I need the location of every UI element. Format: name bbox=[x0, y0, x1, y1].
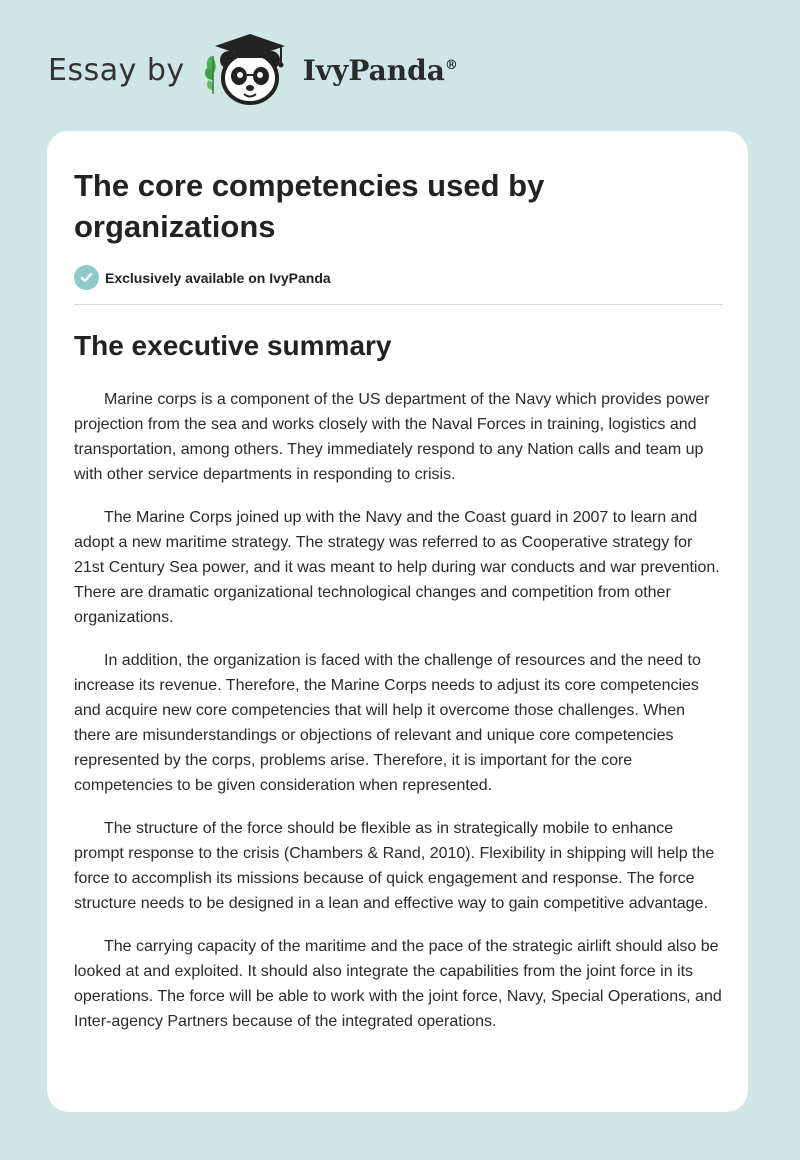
paragraph: The structure of the force should be flexible as in strategically mobile to enhance prompt response to the crisis (Chambers & Rand, 2010). Flexibility in shipping will help the force to accomplish its missions because of quick engagement and response. The force structure needs to be designed in a lean and effective way to gain competitive advantage. bbox=[74, 820, 715, 912]
paragraph: The carrying capacity of the maritime and the pace of the strategic airlift should also be looked at and exploited. It should also integrate the capabilities from the joint force in its operations. The force will be able to work with the joint force, Navy, Special Operations, and Inter-agency Partners because of the integrated operations. bbox=[74, 938, 722, 1030]
article-body bbox=[74, 387, 722, 1034]
paragraph: Marine corps is a component of the US department of the Navy which provides power projection from the sea and works closely with the Naval Forces in training, logistics and transportation, among others. They immediately respond to any Nation calls and team up with other service departments in responding to crisis. bbox=[74, 391, 710, 483]
page-title: The core competencies used by organizations bbox=[74, 168, 545, 244]
site-header bbox=[48, 30, 748, 110]
badge-label: Exclusively available on IvyPanda bbox=[105, 269, 331, 286]
brand-name bbox=[303, 54, 458, 87]
section-heading: The executive summary bbox=[74, 330, 392, 361]
paragraph: In addition, the organization is faced with the challenge of resources and the need to increase its revenue. Therefore, the Marine Corps needs to adjust its core competencies and acquire new core competencies that will help it overcome those challenges. When there are misunderstandings or objections of relevant and unique core competencies represented by the corps, problems arise. Therefore, it is important for the core competencies to be given consideration when represented. bbox=[74, 652, 701, 794]
exclusive-badge bbox=[74, 265, 722, 290]
trademark: ® bbox=[444, 57, 458, 73]
article-card bbox=[47, 131, 748, 1112]
check-icon bbox=[74, 265, 99, 290]
panda-graduate-icon bbox=[199, 30, 295, 110]
divider bbox=[74, 304, 723, 305]
paragraph: The Marine Corps joined up with the Navy and the Coast guard in 2007 to learn and adopt a new maritime strategy. The strategy was referred to as Cooperative strategy for 21st Century Sea power, and it was meant to help during war conducts and war prevention. There are dramatic organizational technological changes and competition from other organizations. bbox=[74, 509, 720, 626]
brand-text: IvyPanda bbox=[302, 53, 445, 87]
essay-by-label: Essay by bbox=[48, 52, 185, 88]
